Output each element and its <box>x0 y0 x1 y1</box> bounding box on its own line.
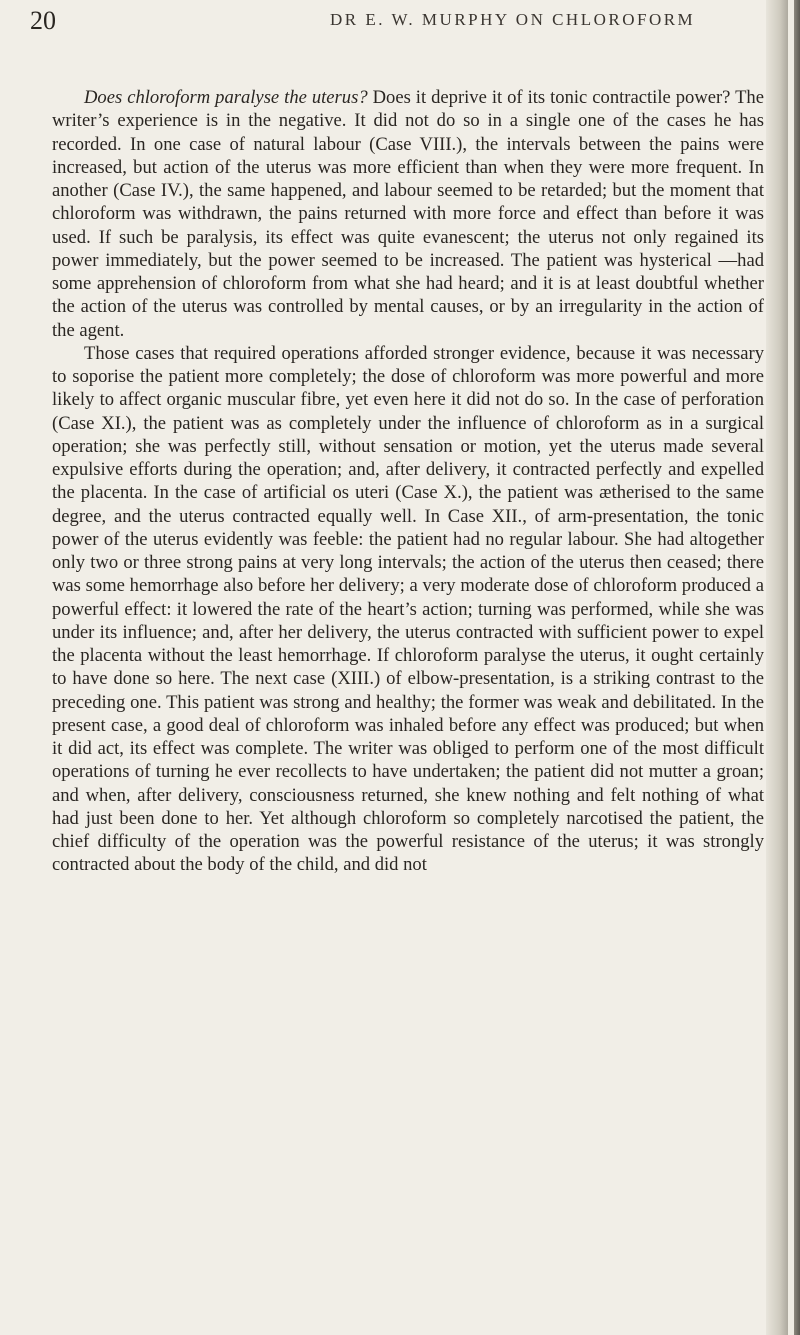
paragraph-1-text: Does it deprive it of its tonic contractile power? The writer’s experience is in the negative. It did not do so in a single one of the cases he has recorded. In one case of natural labour (Case VIII.), the intervals between the pains were increased, but action of the uterus was more efficient than when they were more frequent. In another (Case IV.), the same happened, and labour seemed to be retarded; but the moment that chloroform was withdrawn, the pains returned with more force and effect than before it was used. If such be paralysis, its effect was quite evanescent; the uterus not only regained its power immediately, but the power seemed to be increased. The patient was hysterical —had some apprehension of chloroform from what she had heard; and it is at least doubtful whether the action of the uterus was controlled by mental causes, or by an irregularity in the action of the agent. <box>52 87 764 341</box>
paragraph-2: Those cases that required operations afforded stronger evidence, because it was necessary to soporise the patient more completely; the dose of chloroform was more powerful and more likely to affect organic muscular fibre, yet even here it did not do so. In the case of perforation (Case XI.), the patient was as completely under the influence of chloroform as in a surgical operation; she was perfectly still, without sensation or motion, yet the uterus made several expulsive efforts during the operation; and, after delivery, it contracted perfectly and expelled the placenta. In the case of artificial os uteri (Case X.), the patient was ætherised to the same degree, and the uterus contracted equally well. In Case XII., of arm-presentation, the tonic power of the uterus evidently was feeble: the patient had no regular labour. She had altogether only two or three strong pains at very long intervals; the action of the uterus then ceased; there was some hemorrhage also before her delivery; a very moderate dose of chloroform produced a powerful effect: it lowered the rate of the heart’s action; turning was performed, while she was under its influence; and, after her delivery, the uterus contracted with sufficient power to expel the placenta without the least hemorrhage. If chloroform paralyse the uterus, it ought certainly to have done so here. The next case (XIII.) of elbow-presentation, is a striking contrast to the preceding one. This patient was strong and healthy; the former was weak and debilitated. In the present case, a good deal of chloroform was inhaled before any effect was produced; but when it did act, its effect was complete. The writer was obliged to perform one of the most difficult operations of turning he ever recollects to have undertaken; the patient did not mutter a groan; and when, after delivery, consciousness returned, she knew nothing and felt nothing of what had just been done to her. Yet although chloroform so completely narcotised the patient, the chief difficulty of the operation was the powerful resistance of the uterus; it was strongly contracted about the body of the child, and did not <box>52 342 764 876</box>
page-edge-strip <box>788 0 794 1335</box>
paragraph-1-question: Does chloroform paralyse the uterus? <box>84 87 368 108</box>
paragraph-1 <box>52 86 764 342</box>
page-edge-shadow <box>766 0 800 1335</box>
body-text <box>52 86 764 877</box>
running-head: DR E. W. MURPHY ON CHLOROFORM <box>330 10 696 29</box>
page-header <box>0 6 760 42</box>
page-number: 20 <box>30 6 56 35</box>
